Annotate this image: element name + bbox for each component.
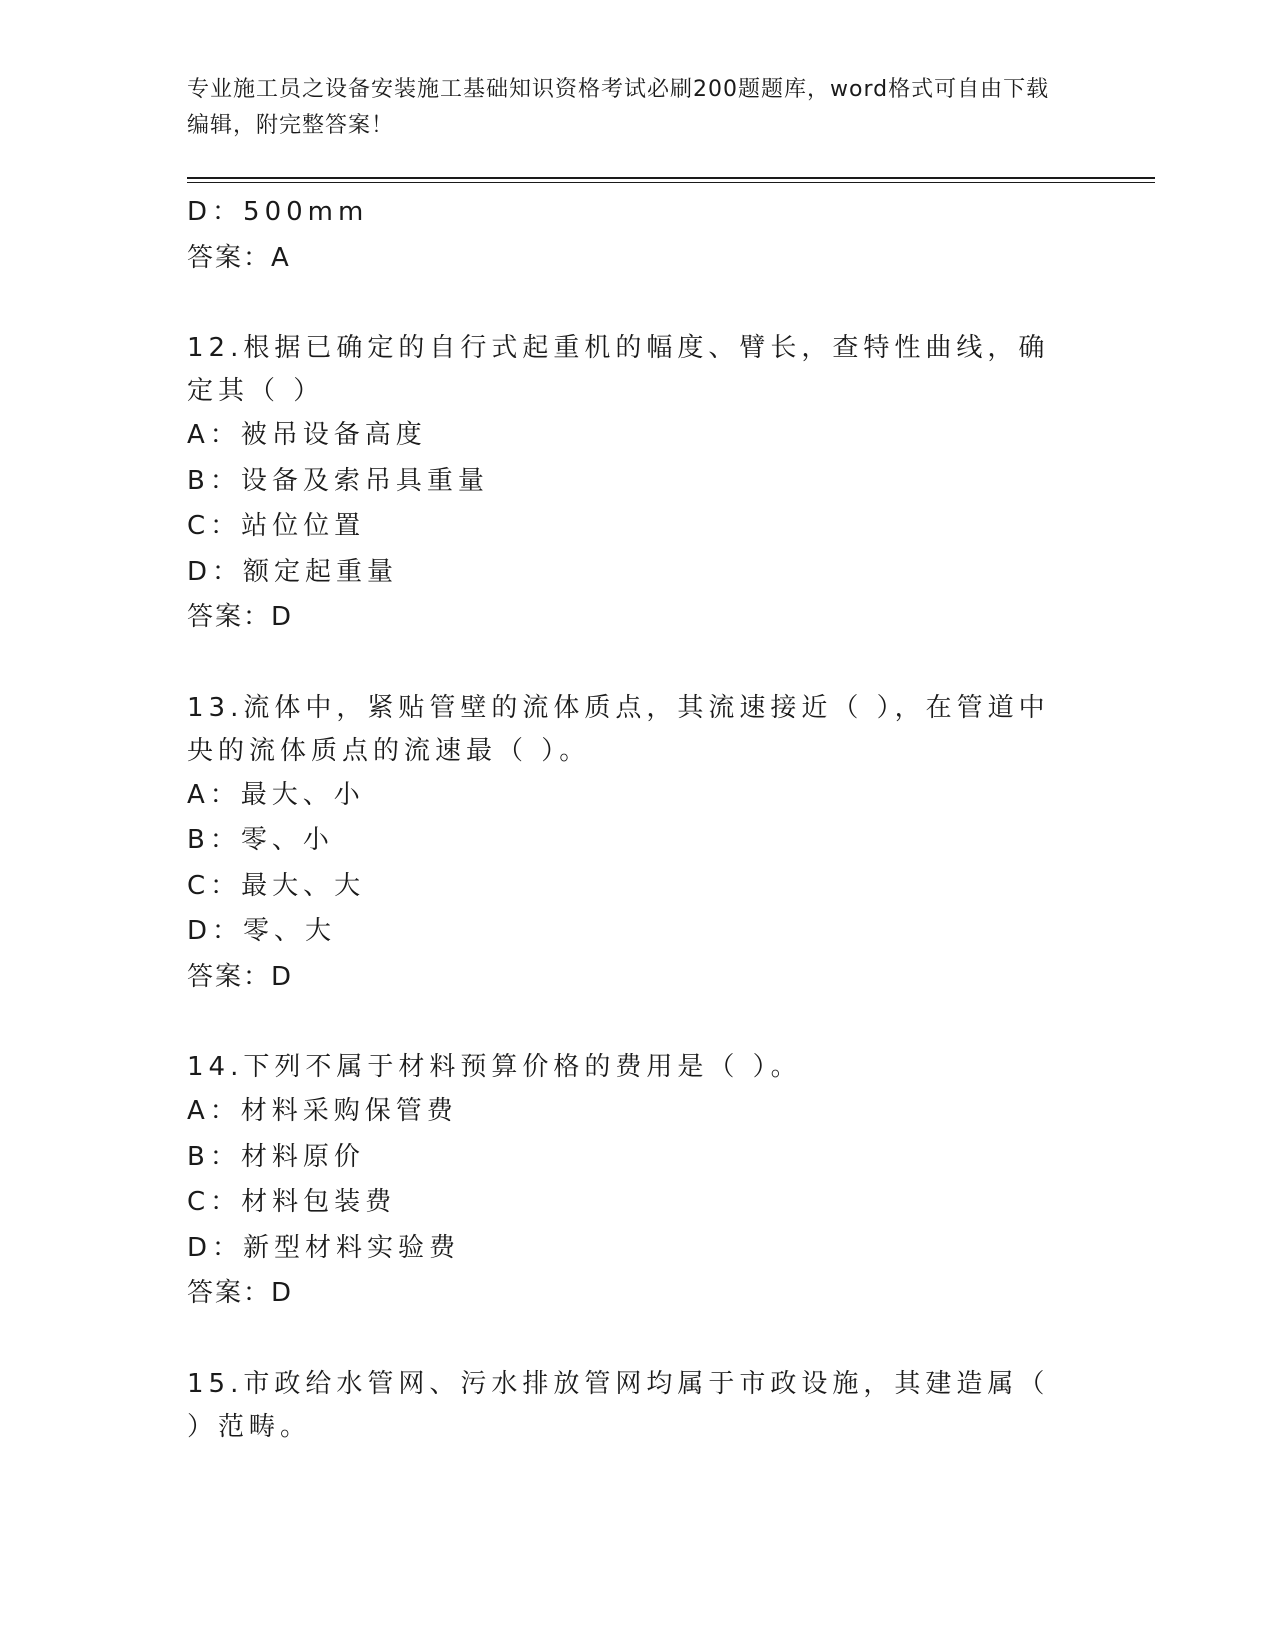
option-c: C：材料包装费 xyxy=(187,1187,397,1217)
spacer xyxy=(187,281,1067,327)
question-stem: 14.下列不属于材料预算价格的费用是（ ）。 xyxy=(187,1052,802,1082)
header-divider-thin xyxy=(187,182,1155,183)
question-stem: 13.流体中，紧贴管壁的流体质点，其流速接近（ ），在管道中央的流体质点的流速最（ ）。 xyxy=(187,692,1050,766)
header-divider xyxy=(187,177,1155,179)
option-a: A：最大、小 xyxy=(187,779,365,810)
option-a: A：被吊设备高度 xyxy=(187,420,427,450)
spacer xyxy=(187,1000,1067,1046)
question-stem: 12.根据已确定的自行式起重机的幅度、臂长，查特性曲线，确定其（ ） xyxy=(187,333,1050,406)
option-b: B：设备及索吊具重量 xyxy=(187,465,489,496)
option-c: C：最大、大 xyxy=(187,870,366,901)
question-13 xyxy=(187,687,1067,1001)
question-14 xyxy=(187,1046,1067,1317)
answer: 答案：D xyxy=(187,602,294,632)
option-d: D：额定起重量 xyxy=(187,556,399,587)
question-12 xyxy=(187,327,1067,641)
prev-option-d: D：500mm xyxy=(187,197,369,227)
option-a: A：材料采购保管费 xyxy=(187,1096,458,1126)
question-list xyxy=(187,190,1067,1449)
spacer xyxy=(187,1317,1067,1363)
question-stem: 15.市政给水管网、污水排放管网均属于市政设施，其建造属（ ）范畴。 xyxy=(187,1368,1050,1442)
answer: 答案：D xyxy=(187,961,294,992)
prev-answer: 答案：A xyxy=(187,242,291,273)
option-b: B：材料原价 xyxy=(187,1141,365,1172)
spacer xyxy=(187,641,1067,687)
question-15 xyxy=(187,1363,1067,1449)
option-d: D：零、大 xyxy=(187,916,337,946)
option-b: B：零、小 xyxy=(187,825,334,855)
option-d: D：新型材料实验费 xyxy=(187,1232,461,1263)
document-header: 专业施工员之设备安装施工基础知识资格考试必刷200题题库，word格式可自由下载编辑，附完整答案！ xyxy=(187,77,1050,138)
option-c: C：站位位置 xyxy=(187,511,366,541)
answer: 答案：D xyxy=(187,1278,294,1308)
